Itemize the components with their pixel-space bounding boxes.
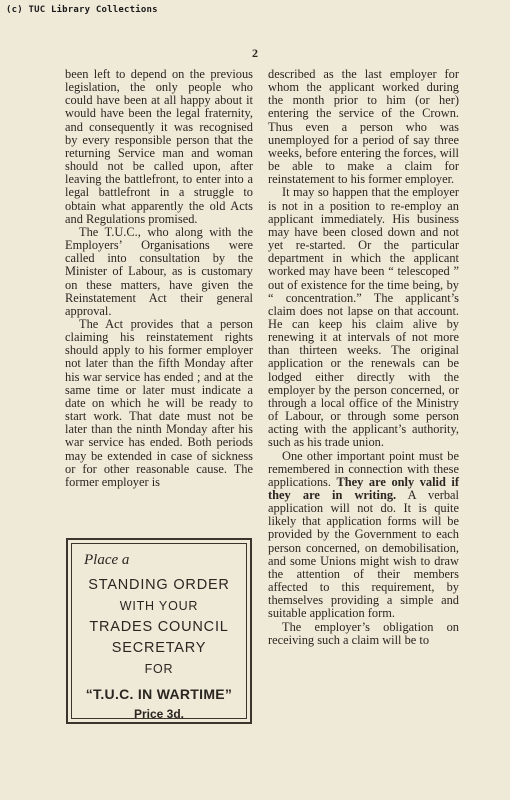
- advert-price: Price 3d.: [133, 707, 185, 721]
- paragraph: [268, 450, 459, 621]
- advert-inner-frame: [71, 543, 247, 719]
- right-column: [268, 68, 459, 647]
- standing-order-advert: [66, 538, 252, 724]
- paragraph: The employer’s obligation on receiving such a claim will be to: [268, 619, 459, 647]
- paragraph: described as the last employer for whom the applicant worked during the month prior to him (or her) entering the service of the Crown. Thus even a person who was unemployed for a period of say three weeks, before entering the forces, will be able to make a claim for reinstatement to his former employer.: [268, 67, 459, 187]
- paragraph: The T.U.C., who along with the Employers’ Organisations were called into consultation by the Minister of Labour, as is customary on these matters, have given the Reinstatement Act their general approval.: [65, 224, 253, 318]
- advert-line: SECRETARY: [111, 640, 207, 656]
- advert-publication-title: “T.U.C. IN WARTIME”: [85, 686, 233, 702]
- advert-line: TRADES COUNCIL: [89, 619, 229, 635]
- paragraph: It may so happen that the employer is not in a position to re-employ an applicant immediately. His business may have been closed down and not yet re-started. Or the particular department in which the applicant worked may have been “ telescoped ” out of existence for the time being, by “ concentration.” The applicant’s claim does not lapse on that account. He can keep his claim alive by renewing it at intervals of not more than thirteen weeks. The original application or the renewals can be lodged either directly with the employer by the person concerned, or through a local office of the Ministry of Labour, or through some person acting with the applicant’s authority, such as his trade union.: [268, 185, 459, 450]
- emphasis-text: They are only valid if they are in writing.: [268, 474, 459, 502]
- left-column: [65, 68, 253, 489]
- advert-line: STANDING ORDER: [88, 577, 230, 593]
- advert-line: FOR: [144, 662, 174, 676]
- paragraph-text: One other important point must be remembered in connection with these applications.: [268, 448, 459, 489]
- copyright-watermark: (c) TUC Library Collections: [6, 5, 158, 15]
- page-number: 2: [252, 46, 258, 60]
- paragraph: The Act provides that a person claiming his reinstatement rights should apply to his former employer not later than the fifth Monday after his war service has ended ; and at the same time or later must indicate a date on which he will be ready to start work. That date must not be later than the ninth Monday after his war service has ended. Both periods may be extended in case of sickness or for other reasonable cause. The former employer is: [65, 316, 253, 489]
- advert-line: WITH YOUR: [119, 599, 199, 613]
- paragraph-text: A verbal application will not do. It is quite likely that application forms will be provided by the Government to each person concerned, on demobilisation, and some Unions might wish to draw the attention of their members affected to this requirement, by themselves providing a simple and suitable application form.: [268, 488, 460, 621]
- advert-intro: Place a: [84, 552, 130, 568]
- paragraph: been left to depend on the previous legislation, the only people who could have been at all happy about it would have been the legal fraternity, and consequently it was recognised by every responsible person that the returning Service man and woman should not be called upon, after leaving the battlefront, to enter into a legal battlefront in a struggle to obtain what apparently the old Acts and Regulations promised.: [65, 67, 253, 226]
